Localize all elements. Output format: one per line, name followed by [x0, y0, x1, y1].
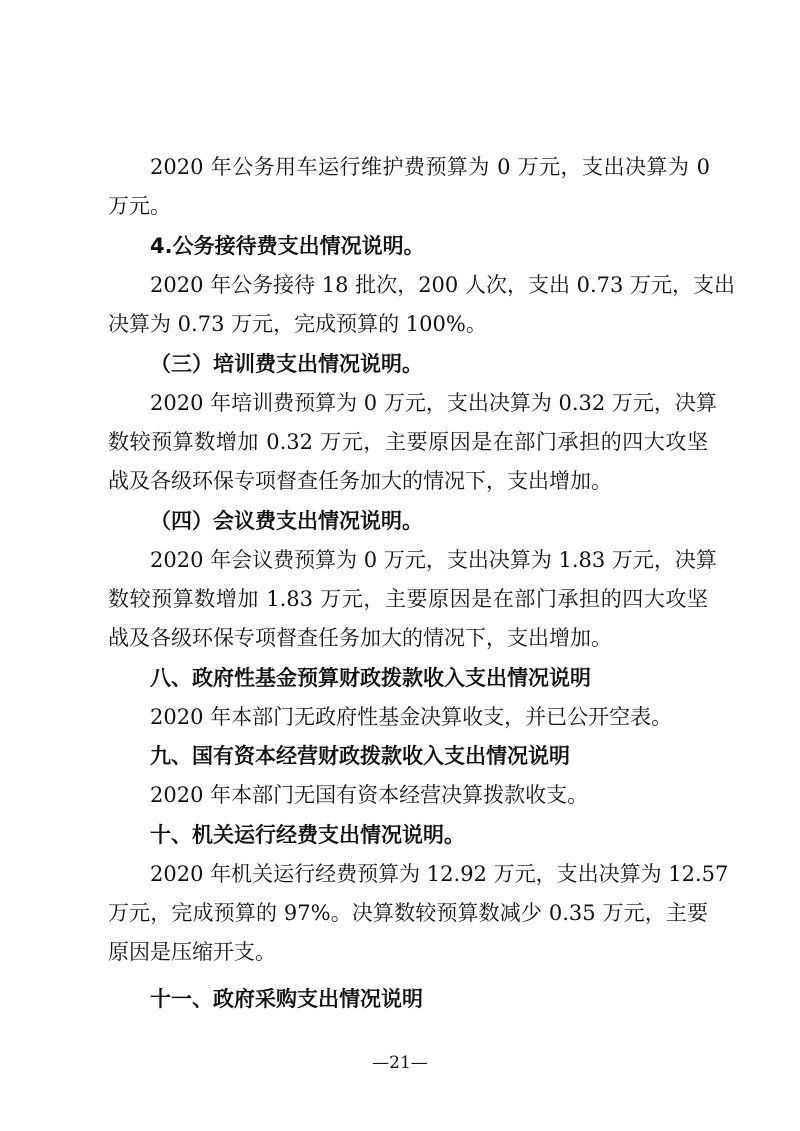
paragraph-line: 2020 年公务用车运行维护费预算为 0 万元，支出决算为 0: [150, 155, 710, 179]
paragraph-line: 2020 年本部门无政府性基金决算收支，并已公开空表。: [150, 705, 673, 729]
paragraph-line: 战及各级环保专项督查任务加大的情况下，支出增加。: [108, 626, 612, 650]
paragraph-line: 2020 年机关运行经费预算为 12.92 万元，支出决算为 12.57: [150, 862, 729, 886]
paragraph-line: 2020 年会议费预算为 0 万元，支出决算为 1.83 万元，决算: [150, 548, 717, 572]
section-heading: 十、机关运行经费支出情况说明。: [150, 823, 465, 847]
section-heading: 九、国有资本经营财政拨款收入支出情况说明: [150, 744, 570, 768]
paragraph-line: 数较预算数增加 0.32 万元，主要原因是在部门承担的四大攻坚: [108, 430, 708, 454]
subsection-heading: （三）培训费支出情况说明。: [150, 352, 423, 376]
section-heading: 十一、政府采购支出情况说明: [150, 987, 423, 1011]
paragraph-line: 原因是压缩开支。: [108, 940, 276, 964]
subsection-heading: （四）会议费支出情况说明。: [150, 509, 423, 533]
paragraph-line: 数较预算数增加 1.83 万元，主要原因是在部门承担的四大攻坚: [108, 587, 708, 611]
paragraph-line: 战及各级环保专项督查任务加大的情况下，支出增加。: [108, 469, 612, 493]
paragraph-line: 2020 年公务接待 18 批次，200 人次，支出 0.73 万元，支出: [150, 273, 736, 297]
paragraph-line: 万元，完成预算的 97%。决算数较预算数减少 0.35 万元，主要: [108, 901, 708, 925]
section-heading: 八、政府性基金预算财政拨款收入支出情况说明: [150, 666, 591, 690]
paragraph-line: 2020 年培训费预算为 0 万元，支出决算为 0.32 万元，决算: [150, 391, 717, 415]
paragraph-line: 决算为 0.73 万元，完成预算的 100%。: [108, 312, 487, 336]
page-number: —21—: [372, 1053, 428, 1073]
section-heading: 4.公务接待费支出情况说明。: [150, 234, 425, 258]
paragraph-line: 万元。: [108, 194, 171, 218]
paragraph-line: 2020 年本部门无国有资本经营决算拨款收支。: [150, 783, 589, 807]
